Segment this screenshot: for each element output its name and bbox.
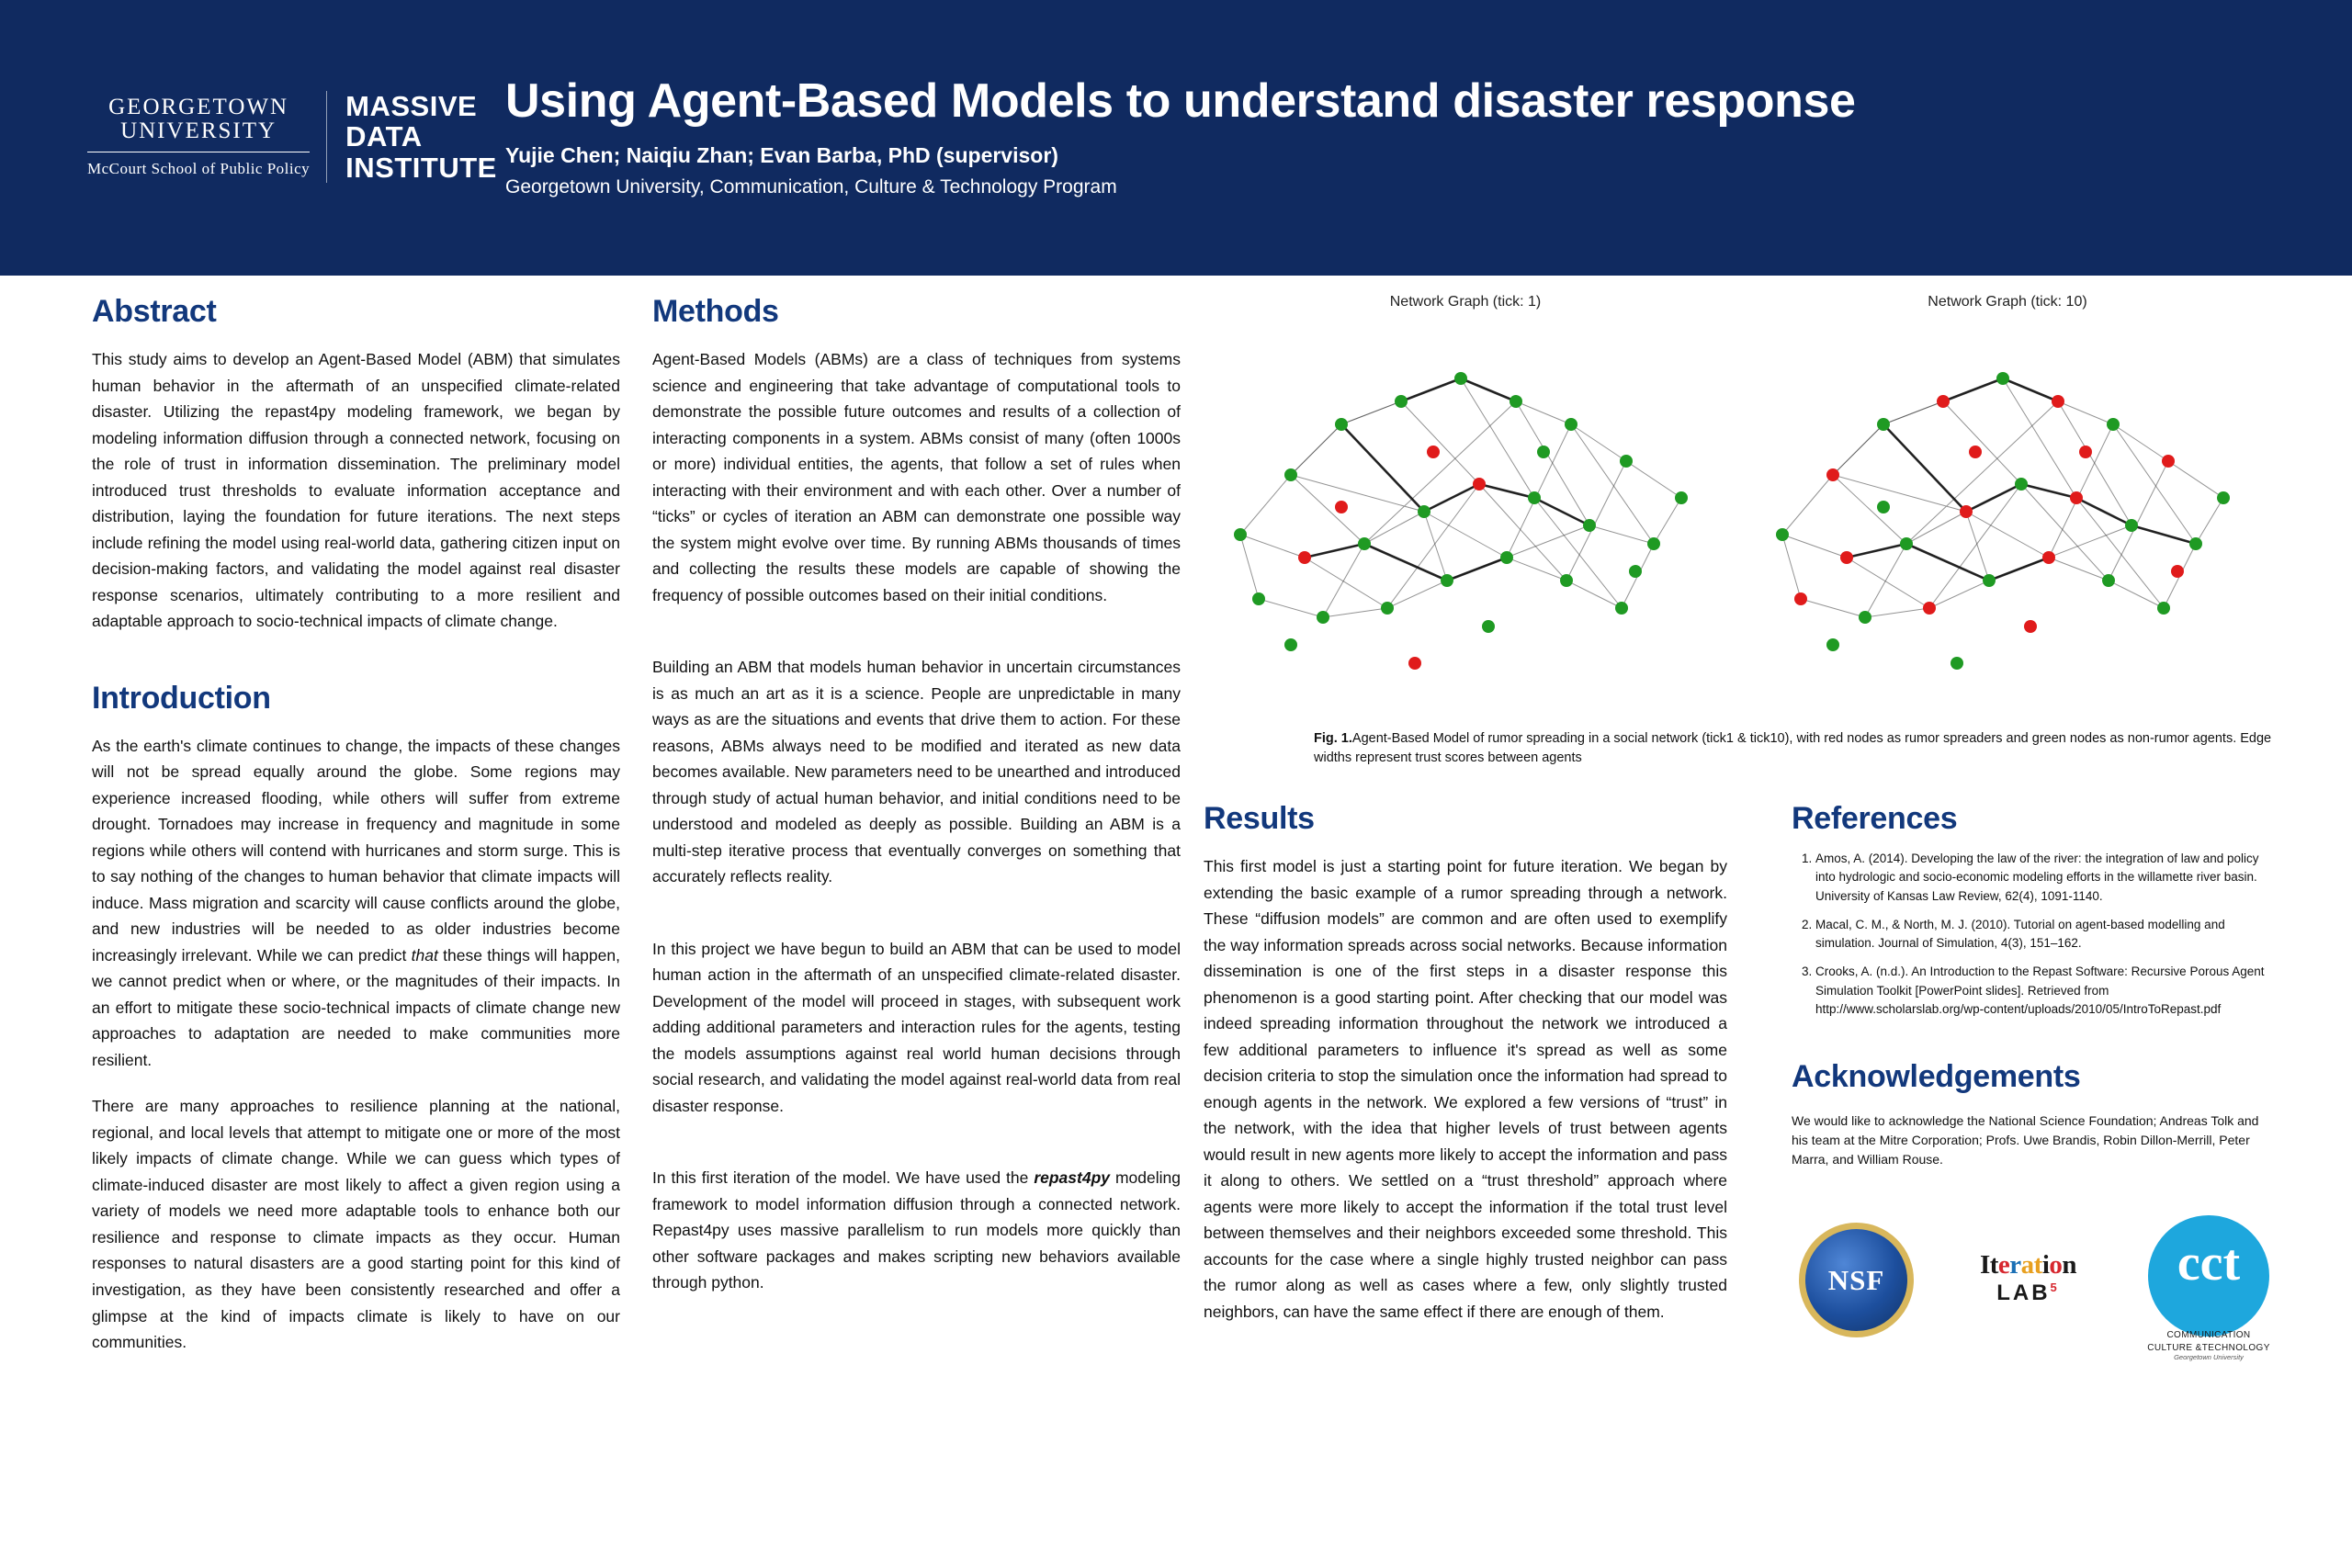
methods-paragraph-4 [652, 1165, 1181, 1296]
reference-list [1792, 850, 2269, 1019]
methods-p4-part-a: In this first iteration of the model. We have used the [652, 1168, 1035, 1188]
network-graph-tick10-svg [1746, 314, 2269, 709]
figure-caption-text: Agent-Based Model of rumor spreading in a social network (tick1 & tick10), with red nodes as rumor spreaders and green nodes as non-rumor agents. Edge widths represent trust scores between agents [1314, 731, 2272, 766]
abstract-text: This study aims to develop an Agent-Based Model (ABM) that simulates human behavior in the aftermath of an unspecified climate-related disaster. Utilizing the repast4py modeling framework, we began by modeling information diffusion through a connected network, focusing on the role of trust in information dissemination. The preliminary model introduced trust thresholds to evaluate information acceptance and distribution, laying the foundation for future iterations. The next steps include refining the model using real-world data, gathering citizen input on decision-making factors, and validating the model against real disaster response scenarios, ultimately contributing to a more resilient and adaptable approach to socio-technical impacts of climate change. [92, 350, 620, 631]
affiliation: Georgetown University, Communication, Culture & Technology Program [505, 175, 1117, 197]
school-name: McCourt School of Public Policy [87, 160, 311, 178]
column-left [92, 294, 620, 1356]
massive-data-institute-logo [326, 91, 497, 183]
methods-paragraph-3: In this project we have begun to build an ABM that can be used to model human action in the aftermath of an unspecified climate-related disaster. Development of the model will proceed in stages, with subsequent work adding additional parameters and interaction rules for the agents, testing the models assumptions against real world human decisions through social research, and validating the model against real-world data from real disaster response. [652, 939, 1181, 1115]
cct-logo [2132, 1215, 2286, 1362]
cct-label: cct [2177, 1235, 2241, 1292]
references-heading: References [1792, 801, 1958, 837]
network-graph-tick10-title: Network Graph (tick: 10) [1928, 294, 2087, 310]
figure-caption [1314, 729, 2306, 768]
figure-1 [1204, 294, 2269, 726]
results-section [1204, 801, 1727, 1325]
author-list: Yujie Chen; Naiqiu Zhan; Evan Barba, PhD (supervisor) [505, 142, 1058, 167]
network-graph-tick1-svg [1204, 314, 1727, 709]
intro-p1-part-a: As the earth's climate continues to change, the impacts of these changes will not be spread equally around the globe. Some regions may experience increased flooding, while others will suffer from extreme drought. Tornadoes may increase in frequency and magnitude in some regions while others will contend with hurricanes and storm surge. This is to say nothing of the changes to human behavior that climate impacts will induce. Mass migration and scarcity will cause conflicts around the globe, and new industries will be needed to as older industries become increasingly irrelevant. While we can predict [92, 736, 620, 964]
references-section [1792, 801, 2269, 1371]
network-graph-tick1-title: Network Graph (tick: 1) [1389, 294, 1542, 310]
nsf-logo [1799, 1223, 1914, 1337]
poster-title: Using Agent-Based Models to understand disaster response [505, 74, 1856, 129]
introduction-heading: Introduction [92, 680, 271, 716]
intro-emphasis-that: that [411, 945, 438, 964]
cct-subtitle [2132, 1329, 2286, 1354]
nsf-label: NSF [1827, 1263, 1885, 1296]
iteration-wordmark: Iteration [1979, 1250, 2077, 1280]
abstract-heading: Abstract [92, 294, 217, 329]
introduction-paragraph-1 [92, 733, 620, 1074]
cct-sub-line1: COMMUNICATION [2166, 1330, 2251, 1341]
reference-item: 2. Macal, C. M., & North, M. J. (2010). Tutorial on agent-based modelling and simulation. Journal of Simulation, 4(3), 151–162. [1815, 916, 2269, 953]
institute-line2: DATA [345, 120, 423, 153]
intro-p1-part-b: these things will happen, we cannot predict when or where, or the magnitudes of their impacts. In an effort to mitigate these socio-technical impacts of climate change new approaches to adaptation are needed to make communities more resilient. [92, 945, 620, 1069]
introduction-paragraph-2: There are many approaches to resilience planning at the national, regional, and local levels that attempt to mitigate one or more of the most likely impacts of climate change. While we can guess which types of climate-induced disaster are most likely to affect a given region using a variety of models we need more adaptable tools to enhance both our resilience and response to climate impacts as they occur. Human responses to natural disasters are a good starting point for this kind of investigation, as they have been consistently researched and offer a glimpse at the kind of impacts climate is likely to have on our communities. [92, 1097, 620, 1352]
university-name-line2: UNIVERSITY [120, 118, 277, 143]
cct-sub-line2: CULTURE &TECHNOLOGY [2147, 1342, 2270, 1353]
logo-block [0, 91, 496, 183]
reference-item[interactable]: 3. Crooks, A. (n.d.). An Introduction to the Repast Software: Recursive Porous Agent Simulation Toolkit [PowerPoint slides]. Retrieved from http://www.scholarslab.org/wp-content/uploads/2010/05/IntroToRepast.pdf [1815, 963, 2269, 1019]
iteration-lab-logo [1957, 1250, 2099, 1306]
institute-line3: INSTITUTE [345, 151, 497, 184]
network-graph-panel-tick10 [1746, 294, 2269, 716]
georgetown-logo [87, 96, 326, 179]
iteration-lab-label [1957, 1280, 2099, 1306]
results-text: This first model is just a starting point for future iteration. We began by extending the basic example of a rumor spreading through a network. These “diffusion models” are common and are often used to exemplify the way information spreads across social networks. Because information dissemination is one of the first steps in a disaster response this phenomenon is a good starting point. After checking that our model was indeed spreading information throughout the network we introduced a few additional parameters to influence it's spread as well as some decision criteria to stop the simulation once the information had spread to enough agents in the network. We explored a few versions of “trust” in the network, with the idea that higher levels of trust between agents would result in new agents more likely to accept the information and pass it along to others. We settled on a “trust threshold” approach where agents were more likely to accept the information if the total trust level between themselves and their neighbors exceeded some threshold. This accounts for the case where a single highly trusted neighbor can pass the rumor along as well as cases where a few, only slightly trusted neighbors, can have the same effect if there are enough of them. [1204, 857, 1727, 1321]
cct-tagline: Georgetown University [2174, 1353, 2244, 1362]
acknowledgements-heading: Acknowledgements [1792, 1059, 2081, 1095]
lab-superscript: 5 [2050, 1280, 2060, 1295]
methods-p4-part-b: modeling framework to model information diffusion through a connected network. Repast4py uses massive parallelism to run models more quickly than other software packages and makes scripting new behaviors available through python. [652, 1168, 1181, 1292]
results-heading: Results [1204, 801, 1315, 837]
methods-paragraph-2: Building an ABM that models human behavior in uncertain circumstances is as much an art as it is a science. People are unpredictable in many ways as are the situations and events that drive them to action. For these reasons, ABMs always need to be modified and iterated as new data becomes available. New parameters need to be unearthed and introduced through study of actual human behavior, and initial conditions need to be understood and modeled as deeply as possible. Building an ABM is a multi-step iterative process that eventually converges on something that accurately reflects reality. [652, 658, 1181, 886]
methods-heading: Methods [652, 294, 779, 329]
column-middle [652, 294, 1181, 1296]
acknowledgements-text: We would like to acknowledge the National Science Foundation; Andreas Tolk and his team at the Mitre Corporation; Profs. Uwe Brandis, Robin Dillon-Merrill, Peter Marra, and William Rouse. [1792, 1113, 2259, 1168]
title-block [496, 75, 1856, 197]
university-name-line1: GEORGETOWN [108, 94, 289, 119]
figure-caption-label: Fig. 1. [1314, 731, 1352, 746]
poster-header [0, 0, 2352, 276]
column-right [1204, 294, 2272, 1362]
methods-repast4py-emphasis: repast4py [1034, 1168, 1111, 1188]
methods-paragraph-1: Agent-Based Models (ABMs) are a class of techniques from systems science and engineering that take advantage of computational tools to demonstrate the possible future outcomes and results of a collection of interacting components in a system. ABMs consist of many (often 1000s or more) individual entities, the agents, that follow a set of rules when interacting with their environment and with each other. Over a number of “ticks” or cycles of iteration an ABM can demonstrate one possible way the system might evolve over time. By running ABMs thousands of times and collecting the results these models are capable of showing the frequency of possible outcomes based on their initial conditions. [652, 350, 1181, 604]
network-graph-panel-tick1 [1204, 294, 1727, 716]
lab-text: LAB [1996, 1280, 2051, 1306]
institute-line1: MASSIVE [345, 89, 478, 122]
reference-item: 1. Amos, A. (2014). Developing the law of the river: the integration of law and policy into hydrologic and socio-economic modeling efforts in the willamette river basin. University of Kansas Law Review, 62(4), 1091-1140. [1815, 850, 2269, 906]
sponsor-logos [1792, 1215, 2288, 1371]
header-inner [0, 17, 2352, 257]
